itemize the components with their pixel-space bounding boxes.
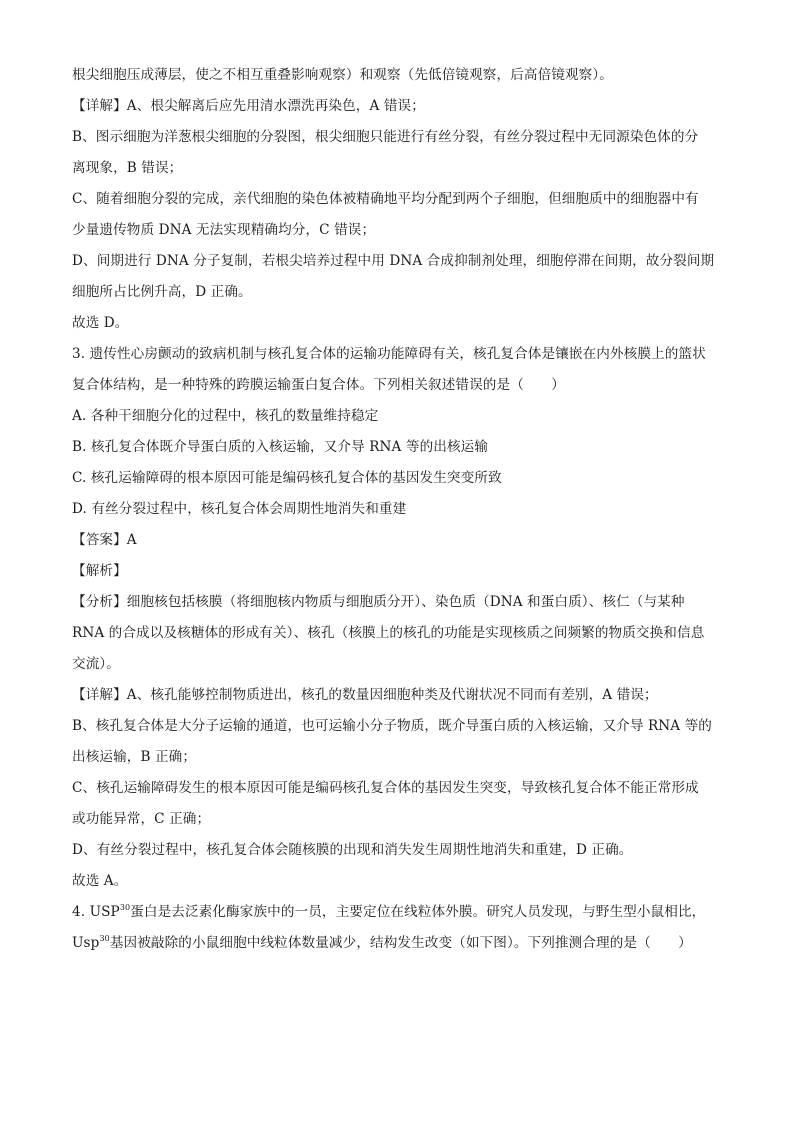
q4-text: 蛋白是去泛素化酶家族中的一员，主要定位在线粒体外膜。研究人员发现，与野生型小鼠相比， bbox=[130, 904, 706, 920]
text-line: C、随着细胞分裂的完成，亲代细胞的染色体被精确地平均分配到两个子细胞，但细胞质中的细胞器中有 bbox=[72, 191, 699, 207]
text-line: RNA 的合成以及核糖体的形成有关）、核孔（核膜上的核孔的功能是实现核质之间频繁的物质交换和信息 bbox=[72, 625, 705, 641]
q4-text: Usp bbox=[72, 935, 100, 951]
option-b: B. 核孔复合体既介导蛋白质的入核运输，又介导 RNA 等的出核运输 bbox=[72, 439, 489, 455]
text-line: 故选 A。 bbox=[72, 873, 128, 889]
text-line: 交流）。 bbox=[72, 656, 120, 672]
q4-superscript: 30 bbox=[119, 903, 131, 912]
text-line: 细胞所占比例升高，D 正确。 bbox=[72, 284, 252, 300]
text-line: D、间期进行 DNA 分子复制，若根尖培养过程中用 DNA 合成抑制剂处理，细胞停滞在间期，故分裂间期 bbox=[72, 253, 715, 269]
q4-text: 4. USP bbox=[72, 904, 120, 920]
question-4-stem bbox=[72, 928, 722, 959]
text-line: B、图示细胞为洋葱根尖细胞的分裂图，根尖细胞只能进行有丝分裂，有丝分裂过程中无同源染色体的分 bbox=[72, 129, 699, 145]
text-line: B、核孔复合体是大分子运输的通道，也可运输小分子物质，既介导蛋白质的入核运输，又介导 RNA 等的 bbox=[72, 718, 713, 734]
q4-text: 基因被敲除的小鼠细胞中线粒体数量减少，结构发生改变（如下图）。下列推测合理的是（ ） bbox=[109, 935, 692, 951]
text-line: 故选 D。 bbox=[72, 315, 129, 331]
question-4-stem bbox=[72, 897, 722, 928]
question-3-stem: 复合体结构，是一种特殊的跨膜运输蛋白复合体。下列相关叙述错误的是（ ） bbox=[72, 377, 565, 393]
document-page bbox=[72, 60, 722, 959]
q4-superscript: 30 bbox=[99, 934, 110, 943]
text-line: 离现象，B 错误； bbox=[72, 160, 183, 176]
text-line: 少量遗传物质 DNA 无法实现精确均分，C 错误； bbox=[72, 222, 376, 238]
text-line: 出核运输，B 正确； bbox=[72, 749, 197, 765]
option-a: A. 各种干细胞分化的过程中，核孔的数量维持稳定 bbox=[72, 408, 379, 424]
text-line: 【详解】A、核孔能够控制物质进出，核孔的数量因细胞种类及代谢状况不同而有差别，A 错误； bbox=[72, 687, 658, 703]
text-line: D、有丝分裂过程中，核孔复合体会随核膜的出现和消失发生周期性地消失和重建，D 正确。 bbox=[72, 842, 633, 858]
text-line: 根尖细胞压成薄层，使之不相互重叠影响观察）和观察（先低倍镜观察，后高倍镜观察）。 bbox=[72, 67, 613, 83]
text-line: 【详解】A、根尖解离后应先用清水漂洗再染色，A 错误； bbox=[72, 98, 425, 114]
analysis-label: 【解析】 bbox=[72, 563, 127, 579]
text-line: 或功能异常，C 正确； bbox=[72, 811, 211, 827]
text-line: 【分析】细胞核包括核膜（将细胞核内物质与细胞质分开）、染色质（DNA 和蛋白质）、核仁（与某种 bbox=[72, 594, 685, 610]
text-line: C、核孔运输障碍发生的根本原因可能是编码核孔复合体的基因发生突变，导致核孔复合体不能正常形成 bbox=[72, 780, 699, 796]
option-c: C. 核孔运输障碍的根本原因可能是编码核孔复合体的基因发生突变所致 bbox=[72, 470, 502, 486]
question-3-stem: 3. 遗传性心房颤动的致病机制与核孔复合体的运输功能障碍有关，核孔复合体是镶嵌在内外核膜上的篮状 bbox=[72, 346, 706, 362]
answer-label: 【答案】A bbox=[72, 532, 137, 548]
option-d: D. 有丝分裂过程中，核孔复合体会周期性地消失和重建 bbox=[72, 501, 407, 517]
